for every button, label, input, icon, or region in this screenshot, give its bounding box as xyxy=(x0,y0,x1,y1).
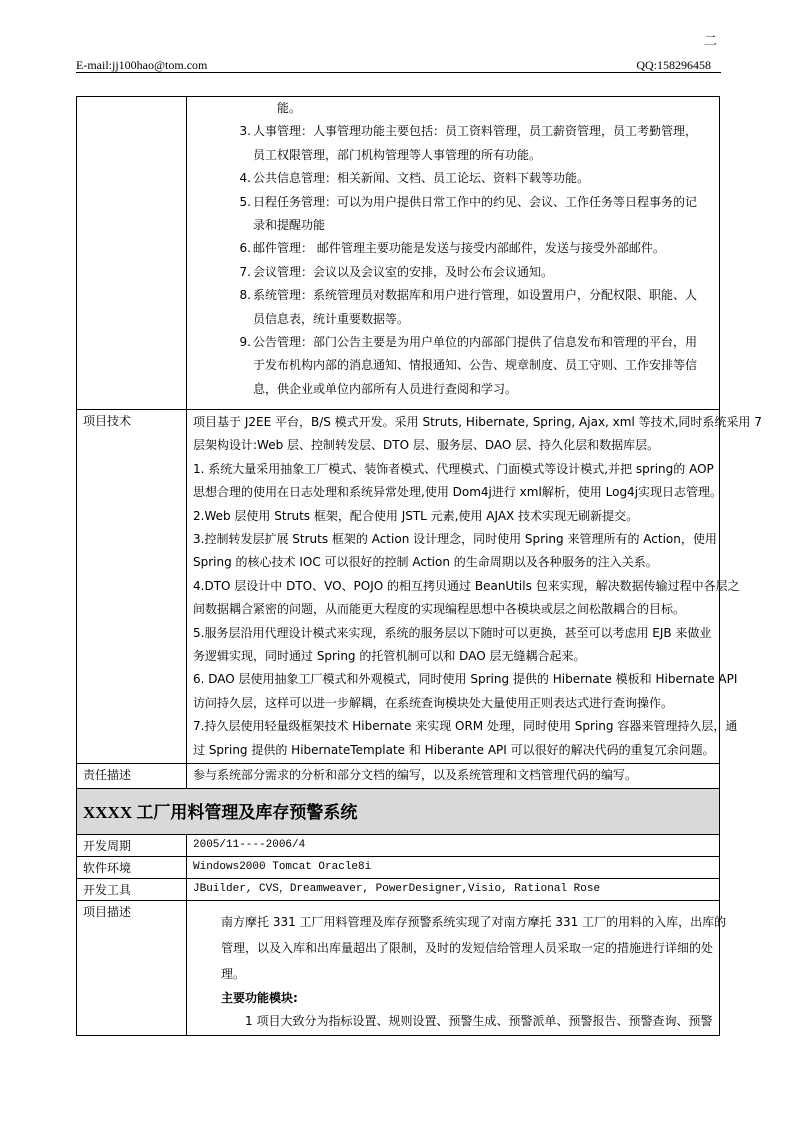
feature-item xyxy=(233,191,715,238)
period-value: 2005/11----2006/4 xyxy=(193,838,306,851)
continuation-cell xyxy=(187,97,720,410)
duty-row xyxy=(77,764,720,788)
env-label: 软件环境 xyxy=(77,856,187,878)
tech-line: 1. 系统大量采用抽象工厂模式、装饰者模式、代理模式、门面模式等设计模式,并把 spring的 AOP xyxy=(193,461,714,476)
tech-line: Spring 的核心技术 IOC 可以很好的控制 Action 的生命周期以及各种服务的注入关系。 xyxy=(193,555,658,570)
feature-item-line: 于发布机构内部的消息通知、情报通知、公告、规章制度、员工守则、工作安排等信 xyxy=(253,358,698,373)
header-divider xyxy=(76,72,721,73)
feature-item-number: 6. xyxy=(239,241,251,256)
feature-item-number: 7. xyxy=(239,264,251,279)
feature-item xyxy=(233,331,715,401)
tech-cell xyxy=(187,410,762,764)
feature-item-number: 3. xyxy=(239,124,251,139)
module-line: 1 项目大致分为指标设置、规则设置、预警生成、预警派单、预警报告、预警查询、预警 xyxy=(245,1013,713,1028)
feature-item-line: 邮件管理： 邮件管理主要功能是发送与接受内部邮件，发送与接受外部邮件。 xyxy=(253,241,665,256)
tech-label: 项目技术 xyxy=(77,410,187,764)
feature-item-number: 9. xyxy=(239,335,251,350)
header-email: E-mail:jj100hao@tom.com xyxy=(76,58,208,72)
page-header xyxy=(76,58,721,73)
feature-list xyxy=(233,120,715,401)
feature-item-line: 员工权限管理，部门机构管理等人事管理的所有功能。 xyxy=(253,147,542,162)
feature-item-number: 8. xyxy=(239,288,251,303)
page-number: 二 xyxy=(704,34,718,49)
feature-item xyxy=(233,167,715,190)
env-value: Windows2000 Tomcat Oracle8i xyxy=(193,860,372,873)
feature-item-line: 息，供企业或单位内部所有人员进行查阅和学习。 xyxy=(253,381,518,396)
tech-line: 3.控制转发层扩展 Struts 框架的 Action 设计理念，同时使用 Spring 来管理所有的 Action，使用 xyxy=(193,532,717,547)
tech-line: 2.Web 层使用 Struts 框架，配合使用 JSTL 元素,使用 AJAX 技术实现无刷新提交。 xyxy=(193,508,639,523)
tech-line: 间数据耦合紧密的问题，从而能更大程度的实现编程思想中各模块或层之间松散耦合的目标。 xyxy=(193,602,686,617)
duty-text: 参与系统部分需求的分析和部分文档的编写，以及系统管理和文档管理代码的编写。 xyxy=(193,768,638,783)
tech-line: 4.DTO 层设计中 DTO、VO、POJO 的相互拷贝通过 BeanUtils 包来实现，解决数据传输过程中各层之 xyxy=(193,578,740,593)
project2-desc-label: 项目描述 xyxy=(77,900,187,1036)
continuation-row xyxy=(77,97,720,410)
duty-cell xyxy=(187,764,720,788)
period-label: 开发周期 xyxy=(77,834,187,856)
tools-row xyxy=(77,878,720,900)
header-qq: QQ:158296458 xyxy=(636,58,711,72)
tools-value: JBuilder, CVS，Dreamweaver, PowerDesigner,Visio, Rational Rose xyxy=(193,882,601,895)
modules-title: 主要功能模块: xyxy=(221,990,298,1005)
feature-item-line: 公告管理：部门公告主要是为用户单位的内部部门提供了信息发布和管理的平台，用 xyxy=(253,335,698,350)
project2-title: XXXX 工厂用料管理及库存预警系统 xyxy=(77,788,720,834)
tech-line: 6. DAO 层使用抽象工厂模式和外观模式，同时使用 Spring 提供的 Hibernate 模板和 Hibernate API xyxy=(193,672,738,687)
feature-item xyxy=(233,284,715,331)
feature-item-number: 4. xyxy=(239,171,251,186)
tech-line: 访问持久层，这样可以进一步解耦，在系统查询模块处大量使用正则表达式进行查询操作。 xyxy=(193,695,674,710)
tech-line: 7.持久层使用轻量级框架技术 Hibernate 来实现 ORM 处理，同时使用 Spring 容器来管理持久层，通 xyxy=(193,719,738,734)
feature-item-line: 录和提醒功能 xyxy=(253,218,326,233)
tech-line: 层架构设计:Web 层、控制转发层、DTO 层、服务层、DAO 层、持久化层和数据库层。 xyxy=(193,438,660,453)
duty-label: 责任描述 xyxy=(77,764,187,788)
tech-line: 项目基于 J2EE 平台，B/S 模式开发。采用 Struts, Hibernate, Spring, Ajax, xml 等技术,同时系统采用 7 xyxy=(193,415,762,429)
project2-desc-line: 理。 xyxy=(221,966,246,981)
tools-label: 开发工具 xyxy=(77,878,187,900)
period-row xyxy=(77,834,720,856)
tech-line: 思想合理的使用在日志处理和系统异常处理,使用 Dom4j进行 xml解析，使用 Log4j实现日志管理。 xyxy=(193,485,723,500)
project2-desc-line: 管理，以及入库和出库量超出了限制，及时的发短信给管理人员采取一定的措施进行详细的处 xyxy=(221,940,714,955)
tech-line: 过 Spring 提供的 HibernateTemplate 和 Hiberante API 可以很好的解决代码的重复冗余问题。 xyxy=(193,742,715,757)
feature-item-line: 员信息表，统计重要数据等。 xyxy=(253,311,410,326)
feature-item-line: 系统管理：系统管理员对数据库和用户进行管理，如设置用户，分配权限、职能、人 xyxy=(253,288,698,303)
feature-item-line: 会议管理：会议以及会议室的安排，及时公布会议通知。 xyxy=(253,264,554,279)
feature-item xyxy=(233,120,715,167)
feature-item xyxy=(233,237,715,260)
continuation-label-cell xyxy=(77,97,187,410)
project2-desc-line: 南方摩托 331 工厂用料管理及库存预警系统实现了对南方摩托 331 工厂的用料的入库，出库的 xyxy=(221,914,727,929)
feature-item-number: 5. xyxy=(239,194,251,209)
project2-desc-row xyxy=(77,900,720,1036)
tech-text xyxy=(187,410,762,763)
project2-desc-cell xyxy=(187,900,727,1036)
env-row xyxy=(77,856,720,878)
tech-line: 5.服务层沿用代理设计模式来实现，系统的服务层以下随时可以更换，甚至可以考虑用 EJB 来做业 xyxy=(193,625,712,640)
project2-desc-text xyxy=(221,909,727,987)
resume-table xyxy=(76,96,762,1036)
feature-item-line: 人事管理：人事管理功能主要包括：员工资料管理，员工薪资管理，员工考勤管理， xyxy=(253,124,698,139)
tech-row xyxy=(77,410,720,764)
feature-item-line: 公共信息管理：相关新闻、文档、员工论坛、资料下载等功能。 xyxy=(253,171,590,186)
tech-line: 务逻辑实现，同时通过 Spring 的托管机制可以和 DAO 层无缝耦合起来。 xyxy=(193,649,586,664)
project2-title-row xyxy=(77,788,720,834)
feature-item xyxy=(233,261,715,284)
feature-item-line: 日程任务管理：可以为用户提供日常工作中的约见、会议、工作任务等日程事务的记 xyxy=(253,194,698,209)
continuation-first-line: 能。 xyxy=(277,101,302,115)
